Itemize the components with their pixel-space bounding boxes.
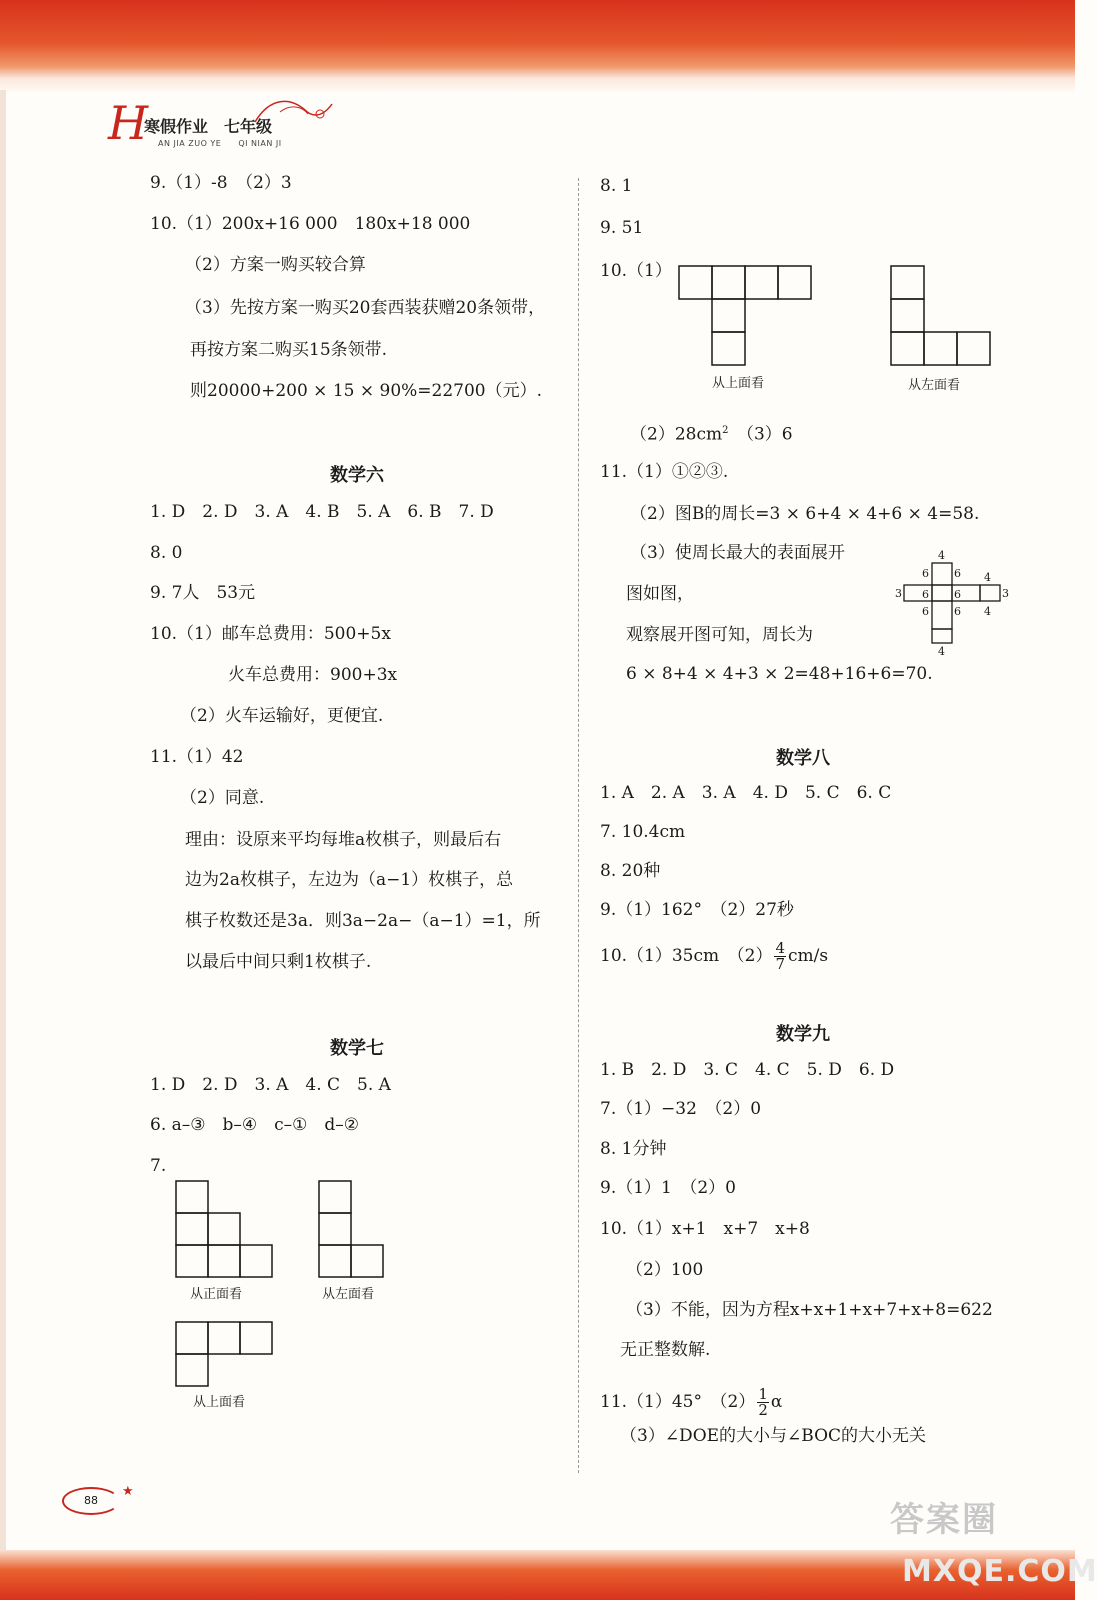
watermark-logo: 答案圈 xyxy=(890,1500,998,1540)
answer-line: （2）火车运输好，更便宜. xyxy=(180,706,384,726)
answer-line: （2）同意. xyxy=(180,788,265,808)
answer-line: 以最后中间只剩1枚棋子. xyxy=(185,952,372,972)
net-label: 6 xyxy=(922,605,929,618)
net-label: 4 xyxy=(984,571,991,584)
answer-line: 再按方案二购买15条领带. xyxy=(190,340,388,360)
front-view-figure xyxy=(175,1180,275,1280)
net-label: 3 xyxy=(1002,587,1009,600)
net-label: 6 xyxy=(922,567,929,580)
answer-line: 边为2a枚棋子，左边为（a−1）枚棋子，总 xyxy=(185,870,514,890)
figure-caption: 从正面看 xyxy=(190,1287,243,1302)
answer-line: 7. xyxy=(150,1156,167,1176)
answer-line: （3）使周长最大的表面展开 xyxy=(630,543,845,563)
answer-line: 6. a–③ b–④ c–① d–② xyxy=(150,1115,360,1135)
answer-line: 图如图， xyxy=(626,584,694,604)
answer-line: 1. D 2. D 3. A 4. B 5. A 6. B 7. D xyxy=(150,502,494,522)
answer-line: （2）方案一购买较合算 xyxy=(185,255,366,275)
section-heading: 数学七 xyxy=(330,1038,384,1059)
answer-line: （2）100 xyxy=(626,1260,704,1280)
brand-logo-letter: H xyxy=(108,96,149,150)
answer-line: 11.（1）①②③. xyxy=(600,462,729,482)
answer-line: 9.（1）162° （2）27秒 xyxy=(600,900,794,920)
answer-line: 11.（1）42 xyxy=(150,747,244,767)
watermark-url: MXQE.COM xyxy=(902,1554,1098,1589)
decoration-swirl-icon xyxy=(250,92,340,132)
answer-line: 1. B 2. D 3. C 4. C 5. D 6. D xyxy=(600,1060,895,1080)
answer-line: 棋子枚数还是3a．则3a−2a−（a−1）=1，所 xyxy=(185,911,541,931)
answer-line: 8. 1分钟 xyxy=(600,1139,667,1159)
answer-line: （3）不能，因为方程x+x+1+x+7+x+8=622 xyxy=(626,1300,993,1320)
answer-line: 7. 10.4cm xyxy=(600,822,686,842)
answer-line: 理由：设原来平均每堆a枚棋子，则最后右 xyxy=(185,830,502,850)
net-label: 6 xyxy=(954,567,961,580)
answer-line: （3）∠DOE的大小与∠BOC的大小无关 xyxy=(620,1426,927,1446)
figure-caption: 从上面看 xyxy=(193,1395,246,1410)
section-heading: 数学六 xyxy=(330,465,384,486)
answer-line: 火车总费用：900+3x xyxy=(228,665,398,685)
net-label: 4 xyxy=(938,549,945,562)
answer-line: 11.（1）45° （2） $\frac{1}{2}$ α xyxy=(600,1385,783,1419)
left-view-figure xyxy=(890,265,992,367)
net-label: 6 xyxy=(922,588,929,601)
answer-line: 观察展开图可知，周长为 xyxy=(626,625,813,645)
book-title: 寒假作业 七年级 xyxy=(144,117,273,136)
figure-caption: 从左面看 xyxy=(908,378,961,393)
figure-caption: 从左面看 xyxy=(322,1287,375,1302)
answer-line: 则20000+200 × 15 × 90%=22700（元）. xyxy=(190,381,543,401)
answer-line: 8. 0 xyxy=(150,543,183,563)
answer-line: 9. 7人 53元 xyxy=(150,583,256,603)
answer-line: 6 × 8+4 × 4+3 × 2=48+16+6=70. xyxy=(626,664,933,684)
answer-line: 10.（1）邮车总费用：500+5x xyxy=(150,624,391,644)
column-divider xyxy=(578,178,579,1473)
book-subtitle: AN JIA ZUO YE QI NIAN JI xyxy=(158,139,282,148)
answer-line: 7.（1）−32 （2）0 xyxy=(600,1099,762,1119)
left-view-figure xyxy=(318,1180,388,1280)
section-heading: 数学九 xyxy=(776,1024,830,1045)
net-label: 6 xyxy=(954,588,961,601)
answer-line: 9. 51 xyxy=(600,218,644,238)
answer-line: 10.（1）200x+16 000 180x+18 000 xyxy=(150,214,471,234)
net-label: 4 xyxy=(984,605,991,618)
section-heading: 数学八 xyxy=(776,748,830,769)
answer-line: 1. A 2. A 3. A 4. D 5. C 6. C xyxy=(600,783,892,803)
answer-line: 10.（1） xyxy=(600,261,672,281)
answer-line: 9.（1）-8 （2）3 xyxy=(150,173,292,193)
answer-line: （3）先按方案一购买20套西装获赠20条领带， xyxy=(185,298,546,318)
answer-line: $(2)28cm^2$ （3）6 xyxy=(630,424,793,445)
top-view-figure xyxy=(175,1321,275,1391)
surface-net-figure xyxy=(892,545,1012,657)
net-label: 4 xyxy=(938,645,945,658)
page-number: 88 xyxy=(62,1487,120,1515)
answer-line: 10.（1）35cm （2） $\frac{4}{7}$ cm/s xyxy=(600,939,829,973)
net-label: 6 xyxy=(954,605,961,618)
answer-line: 无正整数解. xyxy=(620,1340,711,1360)
answer-line: 8. 20种 xyxy=(600,861,661,881)
answer-line: 1. D 2. D 3. A 4. C 5. A xyxy=(150,1075,391,1095)
net-label: 3 xyxy=(895,587,902,600)
top-banner xyxy=(0,0,1075,78)
figure-caption: 从上面看 xyxy=(712,376,765,391)
star-icon: ★ xyxy=(122,1484,134,1499)
answer-line: 9.（1）1 （2）0 xyxy=(600,1178,736,1198)
answer-line: 8. 1 xyxy=(600,176,633,196)
answer-line: （2）图B的周长=3 × 6+4 × 4+6 × 4=58. xyxy=(630,504,980,524)
top-view-figure xyxy=(678,265,812,365)
answer-line: 10.（1）x+1 x+7 x+8 xyxy=(600,1219,810,1239)
